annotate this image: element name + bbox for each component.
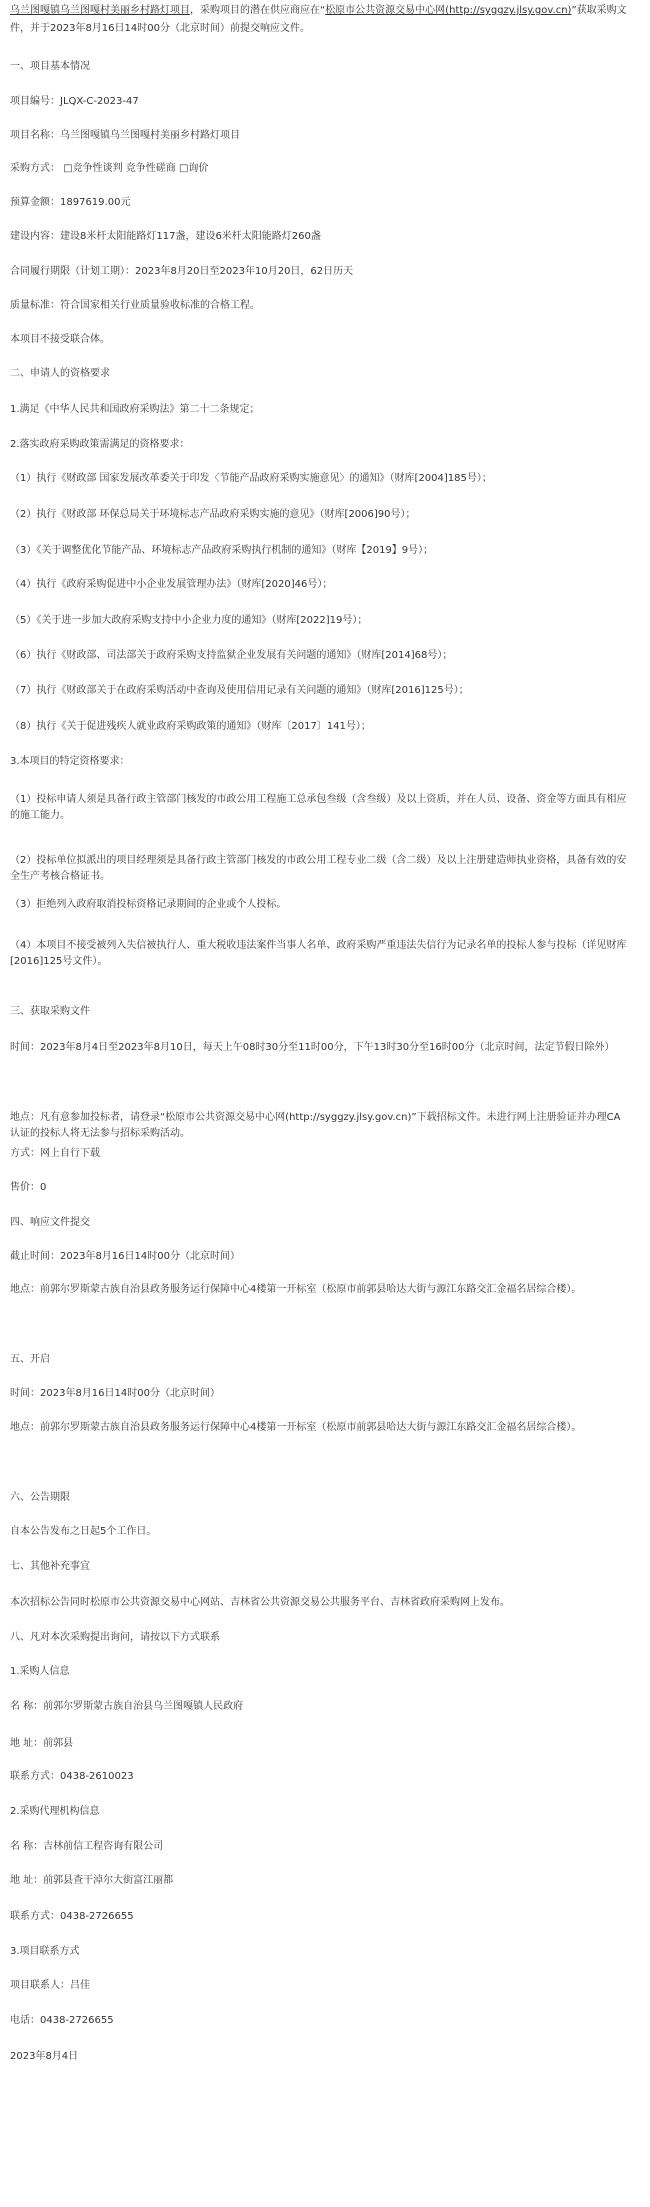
announcement-line: 3.本项目的特定资格要求： <box>10 756 130 768</box>
announcement-line: 合同履行期限（计划工期）：2023年8月20日至2023年10月20日，62日历天 <box>10 266 354 278</box>
trading-center-link[interactable]: 松原市公共资源交易中心网(http://syggzy.jlsy.gov.cn) <box>325 5 572 16</box>
announcement-line: 3.项目联系方式 <box>10 1946 80 1958</box>
announcement-line: 联系方式：0438-2610023 <box>10 1770 134 1782</box>
announcement-line: 时间：2023年8月4日至2023年8月10日，每天上午08时30分至11时00分，下午13时30分至16时00分（北京时间，法定节假日除外） <box>10 1041 615 1053</box>
announcement-line: 五、开启 <box>10 1354 50 1366</box>
announcement-line: （6）执行《财政部、司法部关于政府采购支持监狱企业发展有关问题的通知》（财库[2014]68号）； <box>10 650 453 661</box>
announcement-line: （8）执行《关于促进残疾人就业政府采购政策的通知》（财库〔2017〕141号）； <box>10 720 371 732</box>
announcement-line: （2）投标单位拟派出的项目经理须是具备行政主管部门核发的市政公用工程专业二级（含二级）及以上注册建造师执业资格，具备有效的安全生产考核合格证书。 <box>10 855 627 883</box>
announcement-line: 截止时间：2023年8月16日14时00分（北京时间） <box>10 1251 240 1263</box>
announcement-line: 三、获取采购文件 <box>10 1006 90 1018</box>
intro-paragraph <box>10 2 640 38</box>
announcement-line: 地 址：前郭县 <box>10 1738 74 1749</box>
intro-text-a: ，采购项目的潜在供应商应在“ <box>190 5 326 16</box>
announcement-line: 2.落实政府采购政策需满足的资格要求： <box>10 439 190 451</box>
announcement-line: 二、申请人的资格要求 <box>10 368 110 380</box>
announcement-line: （2）执行《财政部 环保总局关于环境标志产品政府采购实施的意见》（财库[2006]90号）； <box>10 508 416 520</box>
announcement-line: 联系方式：0438-2726655 <box>10 1910 134 1922</box>
announcement-line: 名 称：吉林前信工程咨询有限公司 <box>10 1841 164 1853</box>
announcement-line: 电话：0438-2726655 <box>10 2015 114 2027</box>
announcement-line: 项目联系人：吕佳 <box>10 1980 90 1992</box>
announcement-line: 本次招标公告同时松原市公共资源交易中心网站、吉林省公共资源交易公共服务平台、吉林省政府采购网上发布。 <box>10 1596 510 1608</box>
announcement-line: 项目名称：乌兰图嘎镇乌兰图嘎村美丽乡村路灯项目 <box>10 130 240 142</box>
announcement-line: （7）执行《财政部关于在政府采购活动中查询及使用信用记录有关问题的通知》（财库[2016]125号）； <box>10 685 469 697</box>
announcement-line: 2023年8月4日 <box>10 2050 79 2062</box>
announcement-line: 2.采购代理机构信息 <box>10 1806 100 1817</box>
announcement-line: 质量标准：符合国家相关行业质量验收标准的合格工程。 <box>10 300 260 312</box>
announcement-line: （3）《关于调整优化节能产品、环境标志产品政府采购执行机制的通知》（财库【2019】9号）； <box>10 545 434 557</box>
announcement-line: 一、项目基本情况 <box>10 61 90 73</box>
announcement-line: 项目编号：JLQX-C-2023-47 <box>10 96 139 108</box>
announcement-line: （3）拒绝列入政府取消投标资格记录期间的企业或个人投标。 <box>10 898 287 910</box>
announcement-line: （4）执行《政府采购促进中小企业发展管理办法》（财库[2020]46号）； <box>10 579 333 591</box>
announcement-line: 地点：凡有意参加投标者，请登录“松原市公共资源交易中心网(http://syggzy.jlsy.gov.cn)”下载招标文件。未进行网上注册验证并办理CA认证的投标人将无法参与招标采购活动。 <box>10 1112 621 1140</box>
announcement-line: 地点：前郭尔罗斯蒙古族自治县政务服务运行保障中心4楼第一开标室（松原市前郭县哈达大街与源江东路交汇金福名居综合楼）。 <box>10 1422 582 1434</box>
announcement-line: 1.满足《中华人民共和国政府采购法》第二十二条规定； <box>10 403 260 415</box>
announcement-line: 六、公告期限 <box>10 1491 70 1503</box>
announcement-line: 建设内容：建设8米杆太阳能路灯117盏，建设6米杆太阳能路灯260盏 <box>10 231 321 243</box>
announcement-page <box>0 2 650 2207</box>
announcement-line: 预算金额：1897619.00元 <box>10 197 131 209</box>
announcement-line: 方式：网上自行下载 <box>10 1147 100 1159</box>
announcement-line: （5）《关于进一步加大政府采购支持中小企业力度的通知》（财库[2022]19号）； <box>10 614 368 626</box>
announcement-line: 采购方式： □竞争性谈判 竞争性磋商 □询价 <box>10 163 209 175</box>
announcement-line: 时间：2023年8月16日14时00分（北京时间） <box>10 1388 220 1400</box>
announcement-line: 地 址：前郭县查干淖尔大街富江丽都 <box>10 1875 174 1887</box>
announcement-line: 七、其他补充事宜 <box>10 1561 90 1573</box>
announcement-line: 八、凡对本次采购提出询问，请按以下方式联系 <box>10 1631 220 1643</box>
announcement-line: 本项目不接受联合体。 <box>10 334 110 346</box>
announcement-line: 地点：前郭尔罗斯蒙古族自治县政务服务运行保障中心4楼第一开标室（松原市前郭县哈达大街与源江东路交汇金福名居综合楼）。 <box>10 1283 582 1295</box>
announcement-line: 自本公告发布之日起5个工作日。 <box>10 1525 157 1537</box>
announcement-line: 售价：0 <box>10 1181 47 1193</box>
announcement-line: （1）投标申请人须是具备行政主管部门核发的市政公用工程施工总承包叁级（含叁级）及以上资质，并在人员、设备、资金等方面具有相应的施工能力。 <box>10 794 627 822</box>
announcement-line: （4）本项目不接受被列入失信被执行人、重大税收违法案件当事人名单、政府采购严重违法失信行为记录名单的投标人参与投标（详见财库[2016]125号文件）。 <box>10 939 627 967</box>
intro-text-b: ”获取采购文件，并于2023年8月16日14时00分（北京时间）前提交响应文件。 <box>10 5 627 34</box>
announcement-line: 四、响应文件提交 <box>10 1217 90 1229</box>
announcement-line: （1）执行《财政部 国家发展改革委关于印发〈节能产品政府采购实施意见〉的通知》（财库[2004]185号）； <box>10 473 492 485</box>
project-title-link[interactable]: 乌兰图嘎镇乌兰图嘎村美丽乡村路灯项目 <box>10 5 190 16</box>
announcement-line: 1.采购人信息 <box>10 1665 70 1677</box>
announcement-line: 名 称：前郭尔罗斯蒙古族自治县乌兰图嘎镇人民政府 <box>10 1701 244 1713</box>
